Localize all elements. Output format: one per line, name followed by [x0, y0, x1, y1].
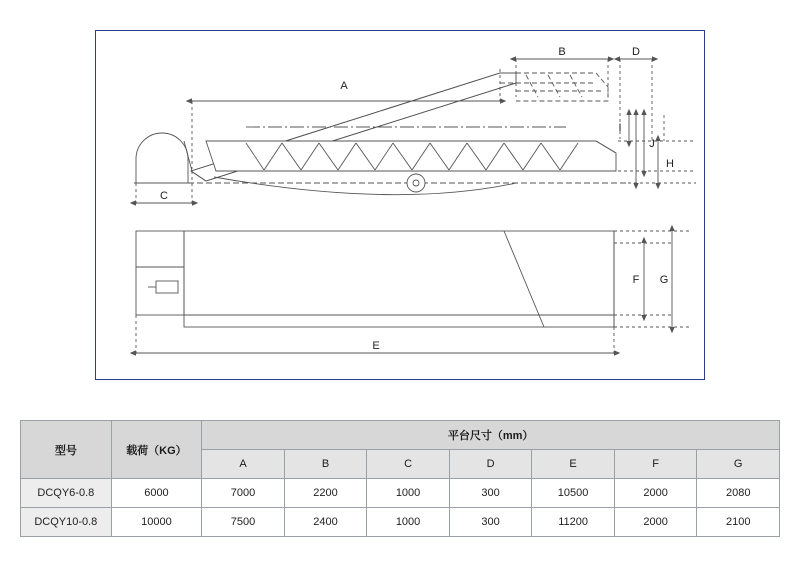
top-view-labels	[372, 274, 668, 352]
header-load: 载荷（KG）	[111, 421, 202, 479]
header-dim-d: D	[449, 450, 531, 479]
diagram-panel	[95, 30, 705, 380]
header-dim-g: G	[697, 450, 780, 479]
cell-a: 7500	[202, 508, 285, 537]
cell-d: 300	[449, 508, 531, 537]
dim-label-F: F	[632, 274, 640, 286]
dim-label-D: D	[632, 46, 640, 58]
header-dim-a: A	[202, 450, 285, 479]
cell-c: 1000	[367, 479, 450, 508]
dim-label-B: B	[558, 46, 566, 58]
cell-g: 2080	[697, 479, 780, 508]
header-dim-e: E	[532, 450, 615, 479]
cell-e: 11200	[532, 508, 615, 537]
plan-top-view	[136, 231, 692, 357]
cell-b: 2400	[284, 508, 367, 537]
table-body	[21, 479, 780, 537]
cell-e: 10500	[532, 479, 615, 508]
header-dim-b: B	[284, 450, 367, 479]
header-dim-c: C	[367, 450, 450, 479]
cell-f: 2000	[614, 508, 697, 537]
header-platform-size: 平台尺寸（mm）	[202, 421, 780, 450]
dim-label-A: A	[340, 80, 348, 92]
dim-label-I: I	[618, 122, 622, 134]
dim-label-E: E	[372, 340, 380, 352]
cell-model: DCQY10-0.8	[21, 508, 112, 537]
dim-label-J: J	[649, 138, 655, 150]
cell-b: 2200	[284, 479, 367, 508]
table-row	[21, 479, 780, 508]
cell-d: 300	[449, 479, 531, 508]
header-model: 型号	[21, 421, 112, 479]
dim-label-G: G	[659, 274, 669, 286]
cell-g: 2100	[697, 508, 780, 537]
cell-load: 6000	[111, 479, 202, 508]
header-dim-f: F	[614, 450, 697, 479]
cell-c: 1000	[367, 508, 450, 537]
table-header	[21, 421, 780, 479]
dim-label-H: H	[666, 158, 674, 170]
table-row	[21, 508, 780, 537]
table-header-row-1	[21, 421, 780, 450]
specification-table	[20, 420, 780, 537]
dim-label-C: C	[160, 190, 168, 202]
cell-model: DCQY6-0.8	[21, 479, 112, 508]
cell-f: 2000	[614, 479, 697, 508]
cell-load: 10000	[111, 508, 202, 537]
side-elevation-view	[134, 59, 696, 207]
cell-a: 7000	[202, 479, 285, 508]
technical-drawing-svg	[96, 31, 704, 379]
